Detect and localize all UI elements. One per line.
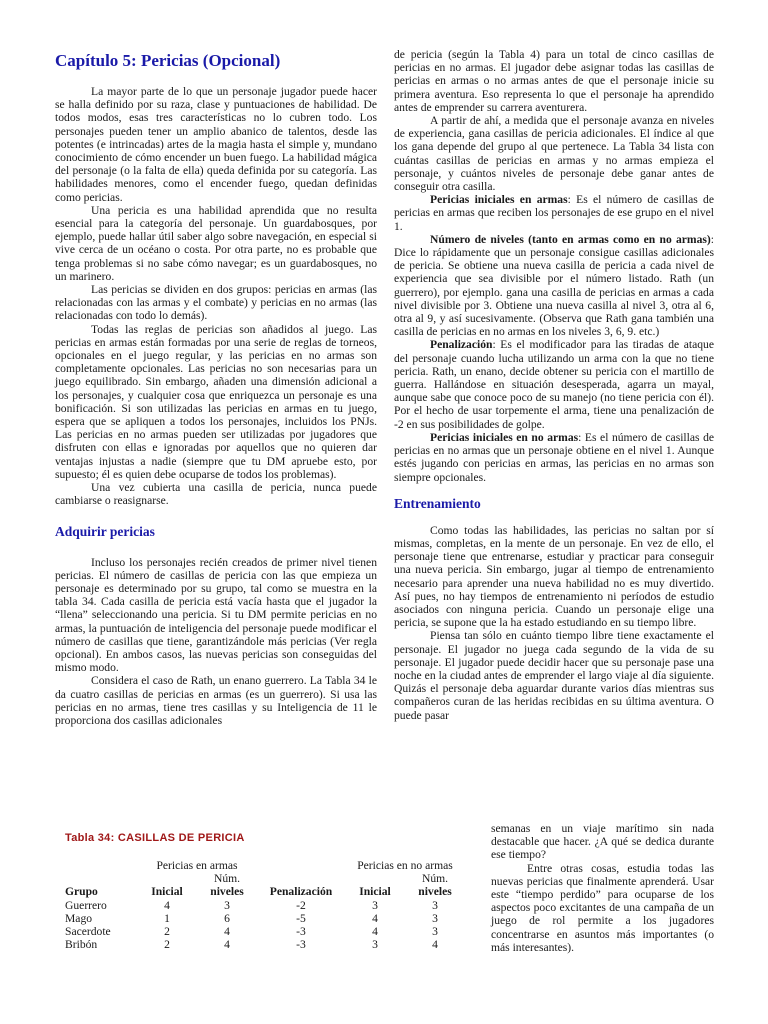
definition-text: : Es el modificador para las tiradas de ataque del personaje cuando lucha utilizando un arma con la que no tiene pericia. Rath, un enano, decide obtener su pericia con el martillo de guerra. Hallándose en situación desesperada, agarra un mayal, aunque sabe que conoce poco de su manejo (no tiene pericia con él). Por el hecho de usar torpemente el arma, tiene una penalización de -2 en sus posibilidades de golpe.: [394, 338, 714, 431]
paragraph: Las pericias se dividen en dos grupos: pericias en armas (las relacionadas con las armas y el combate) y pericias en no armas (las relacionadas con todo lo demás).: [55, 283, 377, 323]
table-cell: 4: [164, 898, 170, 912]
table-cell: 3: [432, 911, 438, 925]
table-cell: -3: [296, 938, 306, 952]
column-header: Inicial: [359, 885, 391, 899]
num-label: Núm.: [421, 872, 449, 886]
table-cell: 2: [164, 938, 170, 952]
paragraph: semanas en un viaje marítimo sin nada destacable que hacer. ¿A qué se dedica durante ese tiempo?: [491, 822, 714, 862]
table-cell: Mago: [65, 911, 93, 925]
column-header: Inicial: [151, 885, 183, 899]
definition-term: Número de niveles (tanto en armas como en no armas): [430, 232, 711, 246]
table-cell: 4: [224, 938, 230, 952]
table-row: [65, 925, 465, 938]
paragraph: Todas las reglas de pericias son añadidos al juego. Las pericias en armas están formadas por una serie de reglas de torneos, opcionales en el juego regular, y las pericias en no armas son completamente opcionales. Las pericias no son necesarias para un juego equilibrado. Sin embargo, añaden una dimensión adicional a los personajes, y cualquier cosa que enriquezca un personaje es una bonificación. Si son utilizadas las pericias en armas en tu juego, espera que se apliquen a todos los personajes, incluidos los PNJs. Las pericias en no armas pueden ser utilizadas por jugadores que disfruten con ellas e ignoradas por aquellos que no quieren dar ventajas injustas a nadie (siempre que tu DM apruebe esto, por supuesto; él es quien debe ocuparse de todos los problemas).: [55, 322, 377, 481]
table-cell: 4: [432, 938, 438, 952]
table-cell: 4: [224, 925, 230, 939]
definition: [394, 193, 714, 233]
chapter-title: Capítulo 5: Pericias (Opcional): [55, 51, 281, 70]
column-header: Grupo: [65, 885, 98, 899]
table-cell: 3: [432, 925, 438, 939]
table-cell: 4: [372, 911, 378, 925]
table-cell: -5: [296, 911, 306, 925]
proficiency-table: [65, 859, 465, 951]
group-header-armas: Pericias en armas: [156, 859, 238, 872]
definition-text: : Es el número de casillas de pericias en armas que reciben los personajes de ese grupo en el nivel 1.: [394, 193, 715, 233]
table-row: [65, 912, 465, 925]
section-heading-entrenamiento: Entrenamiento: [394, 495, 481, 511]
table-cell: Bribón: [65, 938, 98, 952]
paragraph: de pericia (según la Tabla 4) para un total de cinco casillas de pericias en no armas. El jugador debe asignar todas las casillas de pericias en armas o no armas antes de que el personaje inicie su primera aventura. Eso representa lo que el personaje ha aprendido antes de emprender su carrera aventurera.: [394, 48, 714, 114]
paragraph: Como todas las habilidades, las pericias no saltan por sí mismas, completas, en la mente de un personaje. En vez de ello, el personaje tiene que entrenarse, estudiar y practicar para conseguir una nueva pericia. Sin embargo, jugar al tiempo de entrenamiento necesario para aprender una nueva habilidad no es muy divertido. Así pues, no hay tiempos de entrenamiento ni períodos de estudio asociados con ninguna pericia. Cuando un personaje elige una pericia, se supone que la ha estado estudiando en su tiempo libre.: [394, 523, 714, 630]
table-caption: Tabla 34: CASILLAS DE PERICIA: [65, 832, 245, 844]
right-column: [394, 48, 714, 722]
table-cell: 1: [164, 911, 170, 925]
paragraph: La mayor parte de lo que un personaje jugador puede hacer se halla definido por su raza, clase y puntuaciones de habilidad. De todos modos, esas tres características no lo cubren todo. Los personajes pueden tener un amplio abanico de talentos, desde las potentes (e intrincadas) artes de la magia hasta el simple y, mundano conocimiento de cómo encender un buen fuego. La habilidad mágica del personaje (o la falta de ella) queda definida por su categoría. Las habilidades menores, como el encender fuego, quedan definidas como pericias.: [55, 85, 377, 204]
paragraph: Una vez cubierta una casilla de pericia, nunca puede cambiarse o reasignarse.: [55, 481, 377, 508]
left-column: [55, 48, 377, 727]
table-cell: 3: [372, 938, 378, 952]
paragraph: Incluso los personajes recién creados de primer nivel tienen pericias. El número de casillas de pericia con las que empieza un personaje es determinado por su grupo, tal como se muestra en la tabla 34. Cada casilla de pericia está vacía hasta que el jugador la “llena” seleccionando una pericia. Si tu DM permite pericias en no armas, la puntuación de inteligencia del personaje puede modificar el número de casillas que tiene, garantizándole más pericias (Ver regla opcional). En ambos casos, las nuevas pericias son conseguidas del mismo modo.: [55, 555, 377, 675]
group-header-no-armas: Pericias en no armas: [357, 859, 453, 872]
table-row: [65, 899, 465, 912]
definition-term: Penalización: [430, 338, 493, 352]
table-row: [65, 938, 465, 951]
table-cell: 2: [164, 925, 170, 939]
definition: [394, 233, 714, 339]
table-cell: 3: [224, 898, 230, 912]
paragraph: Considera el caso de Rath, un enano guerrero. La Tabla 34 le da cuatro casillas de pericias en armas (es un guerrero). Si usa las pericias en no armas, tiene tres casillas y su Inteligencia de 11 le proporciona dos casillas adicionales: [55, 674, 377, 727]
definition: [394, 338, 714, 430]
table-cell: 6: [224, 911, 230, 925]
table-cell: -3: [296, 925, 306, 939]
section-heading-adquirir: Adquirir pericias: [55, 523, 155, 539]
table-cell: -2: [296, 898, 306, 912]
right-column-wrap: [491, 822, 714, 954]
table-cell: 4: [372, 925, 378, 939]
paragraph: Una pericia es una habilidad aprendida que no resulta esencial para la categoría del personaje. Un guardabosques, por ejemplo, puede hallar útil saber algo sobre navegación, en especial si vive cerca de un océano o costa. Por otra parte, no es probable que tenga problemas si no sabe cómo navegar; es un guardabosques, no un marinero.: [55, 203, 377, 283]
table-cell: Sacerdote: [65, 925, 111, 939]
num-label: Núm.: [213, 872, 241, 886]
column-header: niveles: [210, 885, 244, 899]
definition-text: : Dice lo rápidamente que un personaje consigue casillas adicionales de pericia. Se obtiene una nueva casilla de pericia a cada nivel de experiencia que sea divisible por el número listado. Rath (un guerrero), por ejemplo. gana una casilla de pericias en armas a cada nivel divisible por 3. Obtiene una nueva casilla al nivel 3, otra al 6, otra al 9, y así sucesivamente. (Observa que Rath gana también una casilla de pericias en no armas en los niveles 3, 6, 9. etc.): [394, 232, 714, 339]
column-header: niveles: [418, 885, 452, 899]
paragraph: Piensa tan sólo en cuánto tiempo libre tiene exactamente el personaje. El jugador no juega cada segundo de la vida de su personaje. El jugador puede decidir hacer que su personaje pase una noche en la ciudad antes de emprender el largo viaje al día siguiente. Quizás el personaje deba aguardar durante varios días mientras sus compañeros curan de las heridas recibidas en su última aventura. O puede pasar: [394, 629, 714, 722]
table-cell: 3: [372, 898, 378, 912]
table-cell: Guerrero: [65, 898, 107, 912]
table-cell: 3: [432, 898, 438, 912]
definition-text: : Es el número de casillas de pericias en no armas que un personaje obtiene en el nivel 1. Aunque estés jugando con pericias en armas, las pericias en no armas son siempre opcionales.: [394, 430, 715, 484]
definition: [394, 431, 714, 484]
definition-term: Pericias iniciales en no armas: [430, 430, 579, 444]
paragraph: A partir de ahí, a medida que el personaje avanza en niveles de experiencia, gana casillas de pericia adicionales. El índice al que los gana depende del grupo al que pertenece. La Tabla 34 lista con cuántas casillas de pericias en armas y no armas empieza el personaje, y cuántos niveles de personaje debe ganar antes de conseguir otra casilla.: [394, 114, 714, 194]
paragraph: Entre otras cosas, estudia todas las nuevas pericias que finalmente aprenderá. Usar este “tiempo perdido” para ocuparse de los aspectos poco excitantes de una campaña de un juego de rol permite a los jugadores concentrarse en asuntos más importantes (o más interesantes).: [491, 861, 714, 954]
column-header: Penalización: [269, 885, 333, 899]
definition-term: Pericias iniciales en armas: [430, 193, 568, 207]
